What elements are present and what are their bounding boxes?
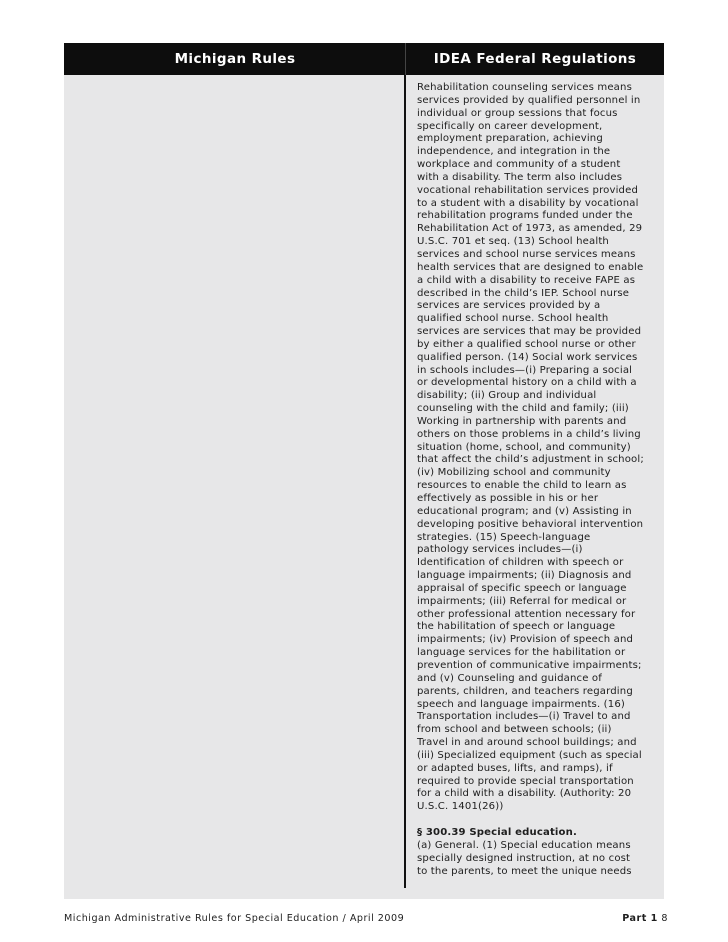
section-heading: § 300.39 Special education. bbox=[417, 827, 577, 839]
idea-federal-regulations-heading: IDEA Federal Regulations bbox=[433, 51, 637, 67]
footer-document-title: Michigan Administrative Rules for Special Education / April 2009 bbox=[64, 913, 405, 924]
table-header bbox=[64, 43, 664, 75]
michigan-rules-heading: Michigan Rules bbox=[174, 51, 296, 67]
federal-regulations-column bbox=[417, 82, 655, 878]
column-divider bbox=[404, 75, 406, 888]
footer-page-number: 8 bbox=[661, 913, 668, 924]
page-footer bbox=[64, 913, 668, 927]
federal-paragraph-2: (a) General. (1) Special education means specially designed instruction, at no cost to the parents, to meet the unique needs bbox=[417, 839, 632, 877]
footer-part-label: Part 1 bbox=[622, 913, 658, 924]
footer-page-indicator bbox=[622, 913, 668, 924]
federal-paragraph-1: Rehabilitation counseling services means services provided by qualified personnel in individual or group sessions that focus specifically on career development, employment preparation, achieving independence, and integration in the workplace and community of a student with a disability. The term also includes vocational rehabilitation services provided to a student with a disability by vocational rehabilitation programs funded under the Rehabilitation Act of 1973, as amended, 29 U.S.C. 701 et seq. (13) School health services and school nurse services means health services that are designed to enable a child with a disability to receive FAPE as described in the child’s IEP. School nurse services are services provided by a qualified school nurse. School health services are services that may be provided by either a qualified school nurse or other qualified person. (14) Social work services in schools includes—(i) Preparing a social or developmental history on a child with a disability; (ii) Group and individual counseling with the child and family; (iii) Working in partnership with parents and others on those problems in a child’s living situation (home, school, and community) that affect the child’s adjustment in school; (iv) Mobilizing school and community resources to enable the child to learn as effectively as possible in his or her educational program; and (v) Assisting in developing positive behavioral intervention strategies. (15) Speech-language pathology services includes—(i) Identification of children with speech or language impairments; (ii) Diagnosis and appraisal of specific speech or language impairments; (iii) Referral for medical or other professional attention necessary for the habilitation of speech or language impairments; (iv) Provision of speech and language services for the habilitation or prevention of communicative impairments; and (v) Counseling and guidance of parents, children, and teachers regarding speech and language impairments. (16) Transportation includes—(i) Travel to and from school and between schools; (ii) Travel in and around school buildings; and (iii) Specialized equipment (such as special or adapted buses, lifts, and ramps), if required to provide special transportation for a child with a disability. (Authority: 20 U.S.C. 1401(26)) bbox=[417, 82, 644, 813]
paragraph-gap bbox=[417, 814, 655, 827]
